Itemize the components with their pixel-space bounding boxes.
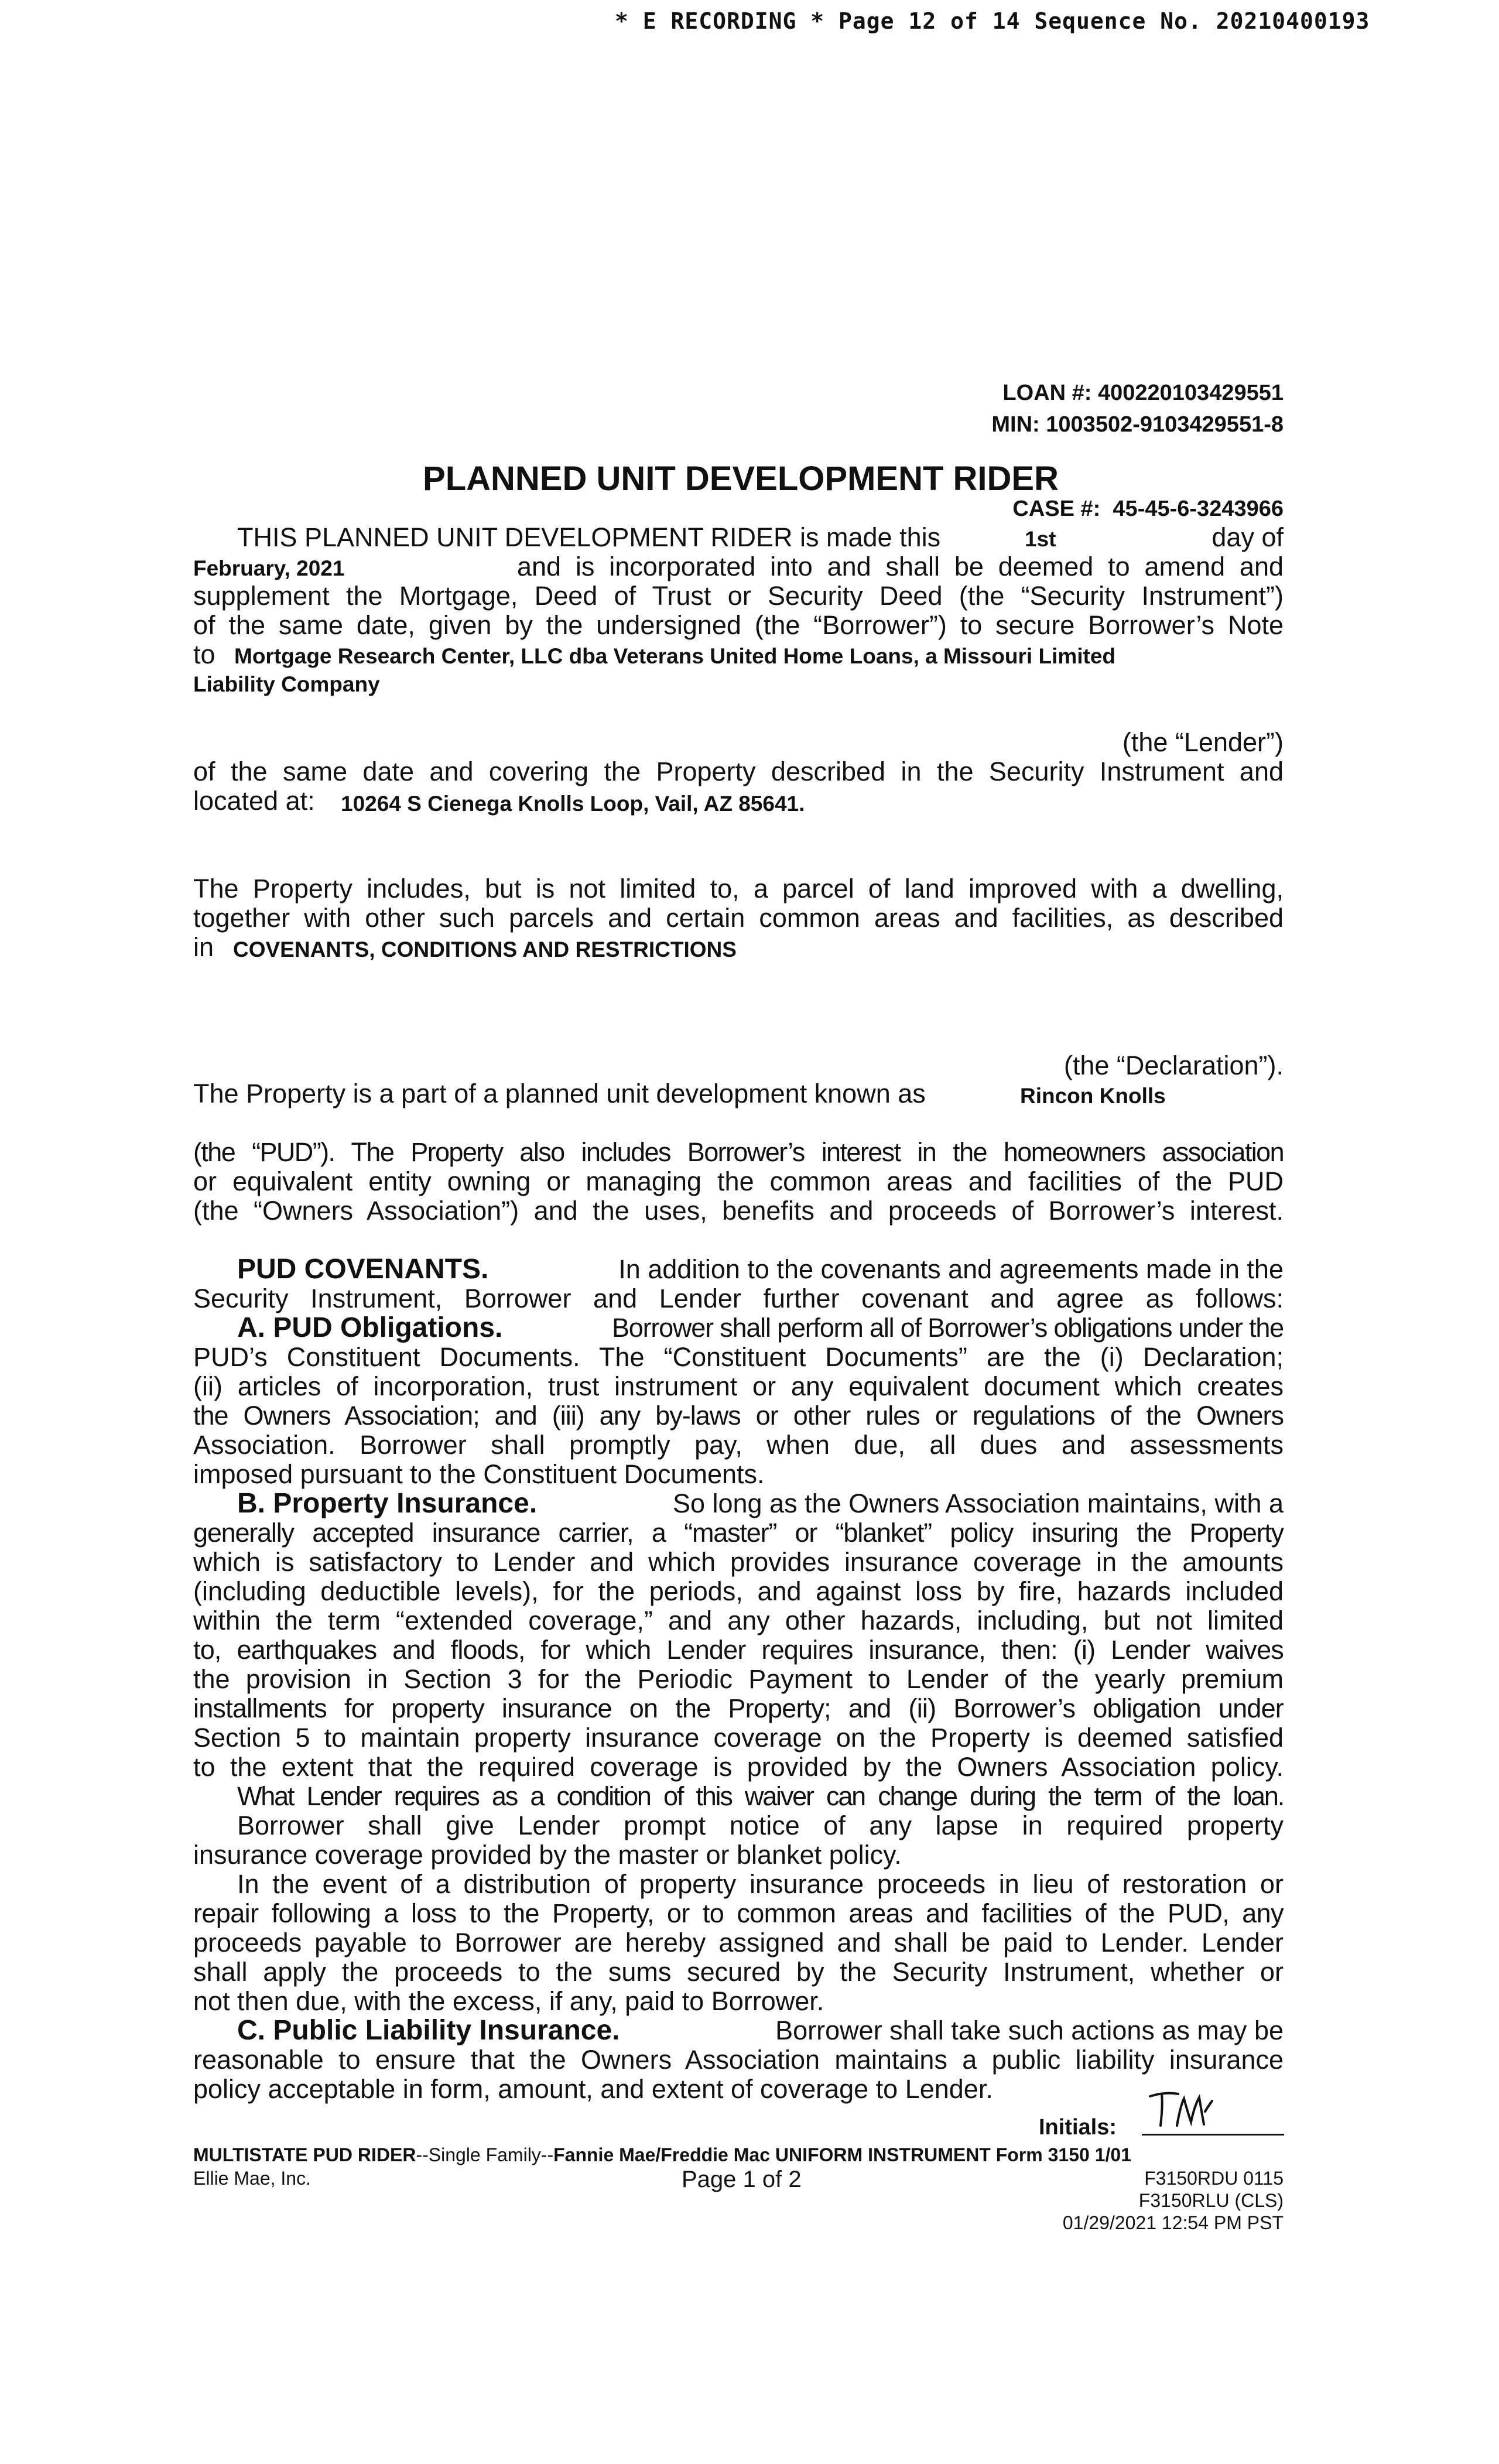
section-b-text-1: So long as the Owners Association maintains, with a: [672, 1488, 1284, 1518]
section-a-text-1: Borrower shall perform all of Borrower’s obligations under the: [611, 1313, 1284, 1343]
form-family: --Single Family--: [416, 2144, 554, 2165]
rider-day: 1st: [1025, 527, 1056, 551]
form-identifier: [193, 2144, 1131, 2166]
section-a-line-3: (ii) articles of incorporation, trust instrument or any equivalent document which creates: [193, 1372, 1284, 1401]
intro-line-3: supplement the Mortgage, Deed of Trust or Security Deed (the “Security Instrument”): [193, 581, 1284, 611]
property-pud-line-3: (the “Owners Association”) and the uses, benefits and proceeds of Borrower’s interest.: [193, 1196, 1284, 1226]
initials-label: Initials:: [1039, 2115, 1117, 2140]
vendor-name: Ellie Mae, Inc.: [193, 2168, 311, 2189]
section-b-line-6: to, earthquakes and floods, for which Lender requires insurance, then: (i) Lender waives: [193, 1635, 1284, 1665]
section-a-line-1: [237, 1313, 1284, 1343]
section-c-line-2: reasonable to ensure that the Owners Association maintains a public liability insurance: [193, 2045, 1284, 2075]
rider-month-year: February, 2021: [193, 556, 345, 580]
case-number: 45-45-6-3243966: [1113, 497, 1284, 521]
form-name: MULTISTATE PUD RIDER: [193, 2144, 416, 2165]
section-b-heading: B. Property Insurance.: [237, 1488, 538, 1519]
section-b-line-17: shall apply the proceeds to the sums secured by the Security Instrument, whether or: [193, 1957, 1284, 1987]
intro-to: to: [193, 639, 215, 669]
section-b-line-1: [237, 1489, 1284, 1518]
lender-name-line-1: Mortgage Research Center, LLC dba Veterans United Home Loans, a Missouri Limited: [234, 644, 1116, 668]
section-b-line-8: installments for property insurance on the Property; and (ii) Borrower’s obligation under: [193, 1694, 1284, 1723]
intro-located-at: located at:: [193, 786, 315, 816]
section-b-line-15: repair following a loss to the Property, or to common areas and facilities of the PUD, any: [193, 1899, 1284, 1928]
pud-known-as: The Property is a part of a planned unit development known as: [193, 1079, 926, 1108]
document-title: PLANNED UNIT DEVELOPMENT RIDER: [423, 460, 1059, 498]
intro-day-of: day of: [1211, 522, 1284, 552]
intro-the-lender: (the “Lender”): [1122, 727, 1284, 757]
property-pud-line-1: (the “PUD”). The Property also includes Borrower’s interest in the homeowners association: [193, 1137, 1284, 1167]
section-b-line-13: insurance coverage provided by the master or blanket policy.: [193, 1840, 902, 1870]
section-b-line-7: the provision in Section 3 for the Periodic Payment to Lender of the yearly premium: [193, 1665, 1284, 1694]
property-line-1: The Property includes, but is not limited to, a parcel of land improved with a dwelling,: [193, 874, 1284, 904]
pud-name: Rincon Knolls: [1020, 1084, 1166, 1108]
section-b-line-14: In the event of a distribution of property insurance proceeds in lieu of restoration or: [237, 1869, 1284, 1899]
min-label: MIN:: [991, 412, 1040, 437]
section-c-line-1: [237, 2016, 1284, 2045]
section-b-line-5: within the term “extended coverage,” and any other hazards, including, but not limited: [193, 1606, 1284, 1635]
intro-line-4: of the same date, given by the undersigned (the “Borrower”) to secure Borrower’s Note: [193, 611, 1284, 640]
case-number-line: [1012, 497, 1284, 522]
property-line-2: together with other such parcels and certain common areas and facilities, as described: [193, 904, 1284, 933]
print-timestamp: 01/29/2021 12:54 PM PST: [1062, 2212, 1284, 2233]
initials-signature: [1148, 2088, 1218, 2135]
section-b-line-2: generally accepted insurance carrier, a “master” or “blanket” policy insuring the Property: [193, 1518, 1284, 1548]
loan-number: 400220103429551: [1097, 381, 1284, 405]
property-the-declaration: (the “Declaration”).: [1063, 1050, 1284, 1080]
page-number: Page 1 of 2: [682, 2167, 802, 2192]
form-number: Fannie Mae/Freddie Mac UNIFORM INSTRUMENT Form 3150 1/01: [553, 2144, 1131, 2165]
form-code-1: F3150RDU 0115: [1144, 2168, 1284, 2189]
recording-header: * E RECORDING * Page 12 of 14 Sequence No. 20210400193: [615, 8, 1370, 34]
intro-line-2: and is incorporated into and shall be deemed to amend and: [517, 552, 1284, 581]
covenants-intro-line-1: [237, 1255, 1284, 1284]
intro-line-1: THIS PLANNED UNIT DEVELOPMENT RIDER is made this: [237, 522, 941, 552]
loan-label: LOAN #:: [1002, 381, 1092, 405]
loan-number-line: [1002, 381, 1284, 406]
section-c-line-3: policy acceptable in form, amount, and extent of coverage to Lender.: [193, 2074, 993, 2104]
section-b-line-9: Section 5 to maintain property insurance coverage on the Property is deemed satisfied: [193, 1723, 1284, 1753]
covenants-heading: PUD COVENANTS.: [237, 1254, 489, 1285]
property-address: 10264 S Cienega Knolls Loop, Vail, AZ 85641.: [341, 792, 805, 816]
lender-name-line-2: Liability Company: [193, 672, 380, 696]
covenants-intro-text: In addition to the covenants and agreements made in the: [618, 1254, 1284, 1284]
section-a-line-2: PUD’s Constituent Documents. The “Constituent Documents” are the (i) Declaration;: [193, 1343, 1284, 1372]
declaration-name: COVENANTS, CONDITIONS AND RESTRICTIONS: [233, 937, 737, 961]
property-in: in: [193, 932, 214, 962]
section-b-line-3: which is satisfactory to Lender and which provides insurance coverage in the amounts: [193, 1548, 1284, 1577]
min-number: 1003502-9103429551-8: [1046, 412, 1284, 437]
section-a-line-6: imposed pursuant to the Constituent Documents.: [193, 1459, 765, 1489]
section-c-heading: C. Public Liability Insurance.: [237, 2015, 620, 2046]
section-c-text-1: Borrower shall take such actions as may be: [775, 2015, 1284, 2045]
property-pud-line-2: or equivalent entity owning or managing the common areas and facilities of the PUD: [193, 1167, 1284, 1196]
covenants-intro-line-2: Security Instrument, Borrower and Lender further covenant and agree as follows:: [193, 1284, 1284, 1313]
initials-signature-mark: [1148, 2088, 1218, 2135]
section-b-line-10: to the extent that the required coverage is provided by the Owners Association policy.: [193, 1753, 1284, 1782]
section-a-line-4: the Owners Association; and (iii) any by-laws or other rules or regulations of the Owners: [193, 1401, 1284, 1431]
section-a-heading: A. PUD Obligations.: [237, 1312, 503, 1343]
section-b-line-16: proceeds payable to Borrower are hereby assigned and shall be paid to Lender. Lender: [193, 1928, 1284, 1957]
min-number-line: [991, 412, 1284, 437]
intro-line-6: of the same date and covering the Property described in the Security Instrument and: [193, 757, 1284, 786]
section-b-line-18: not then due, with the excess, if any, paid to Borrower.: [193, 1986, 824, 2016]
section-a-line-5: Association. Borrower shall promptly pay, when due, all dues and assessments: [193, 1431, 1284, 1460]
section-b-line-4: (including deductible levels), for the periods, and against loss by fire, hazards included: [193, 1577, 1284, 1606]
form-code-2: F3150RLU (CLS): [1138, 2190, 1284, 2211]
section-b-line-12: Borrower shall give Lender prompt notice of any lapse in required property: [237, 1811, 1284, 1840]
case-label: CASE #:: [1012, 497, 1101, 521]
section-b-line-11: What Lender requires as a condition of this waiver can change during the term of the loan.: [237, 1781, 1284, 1811]
